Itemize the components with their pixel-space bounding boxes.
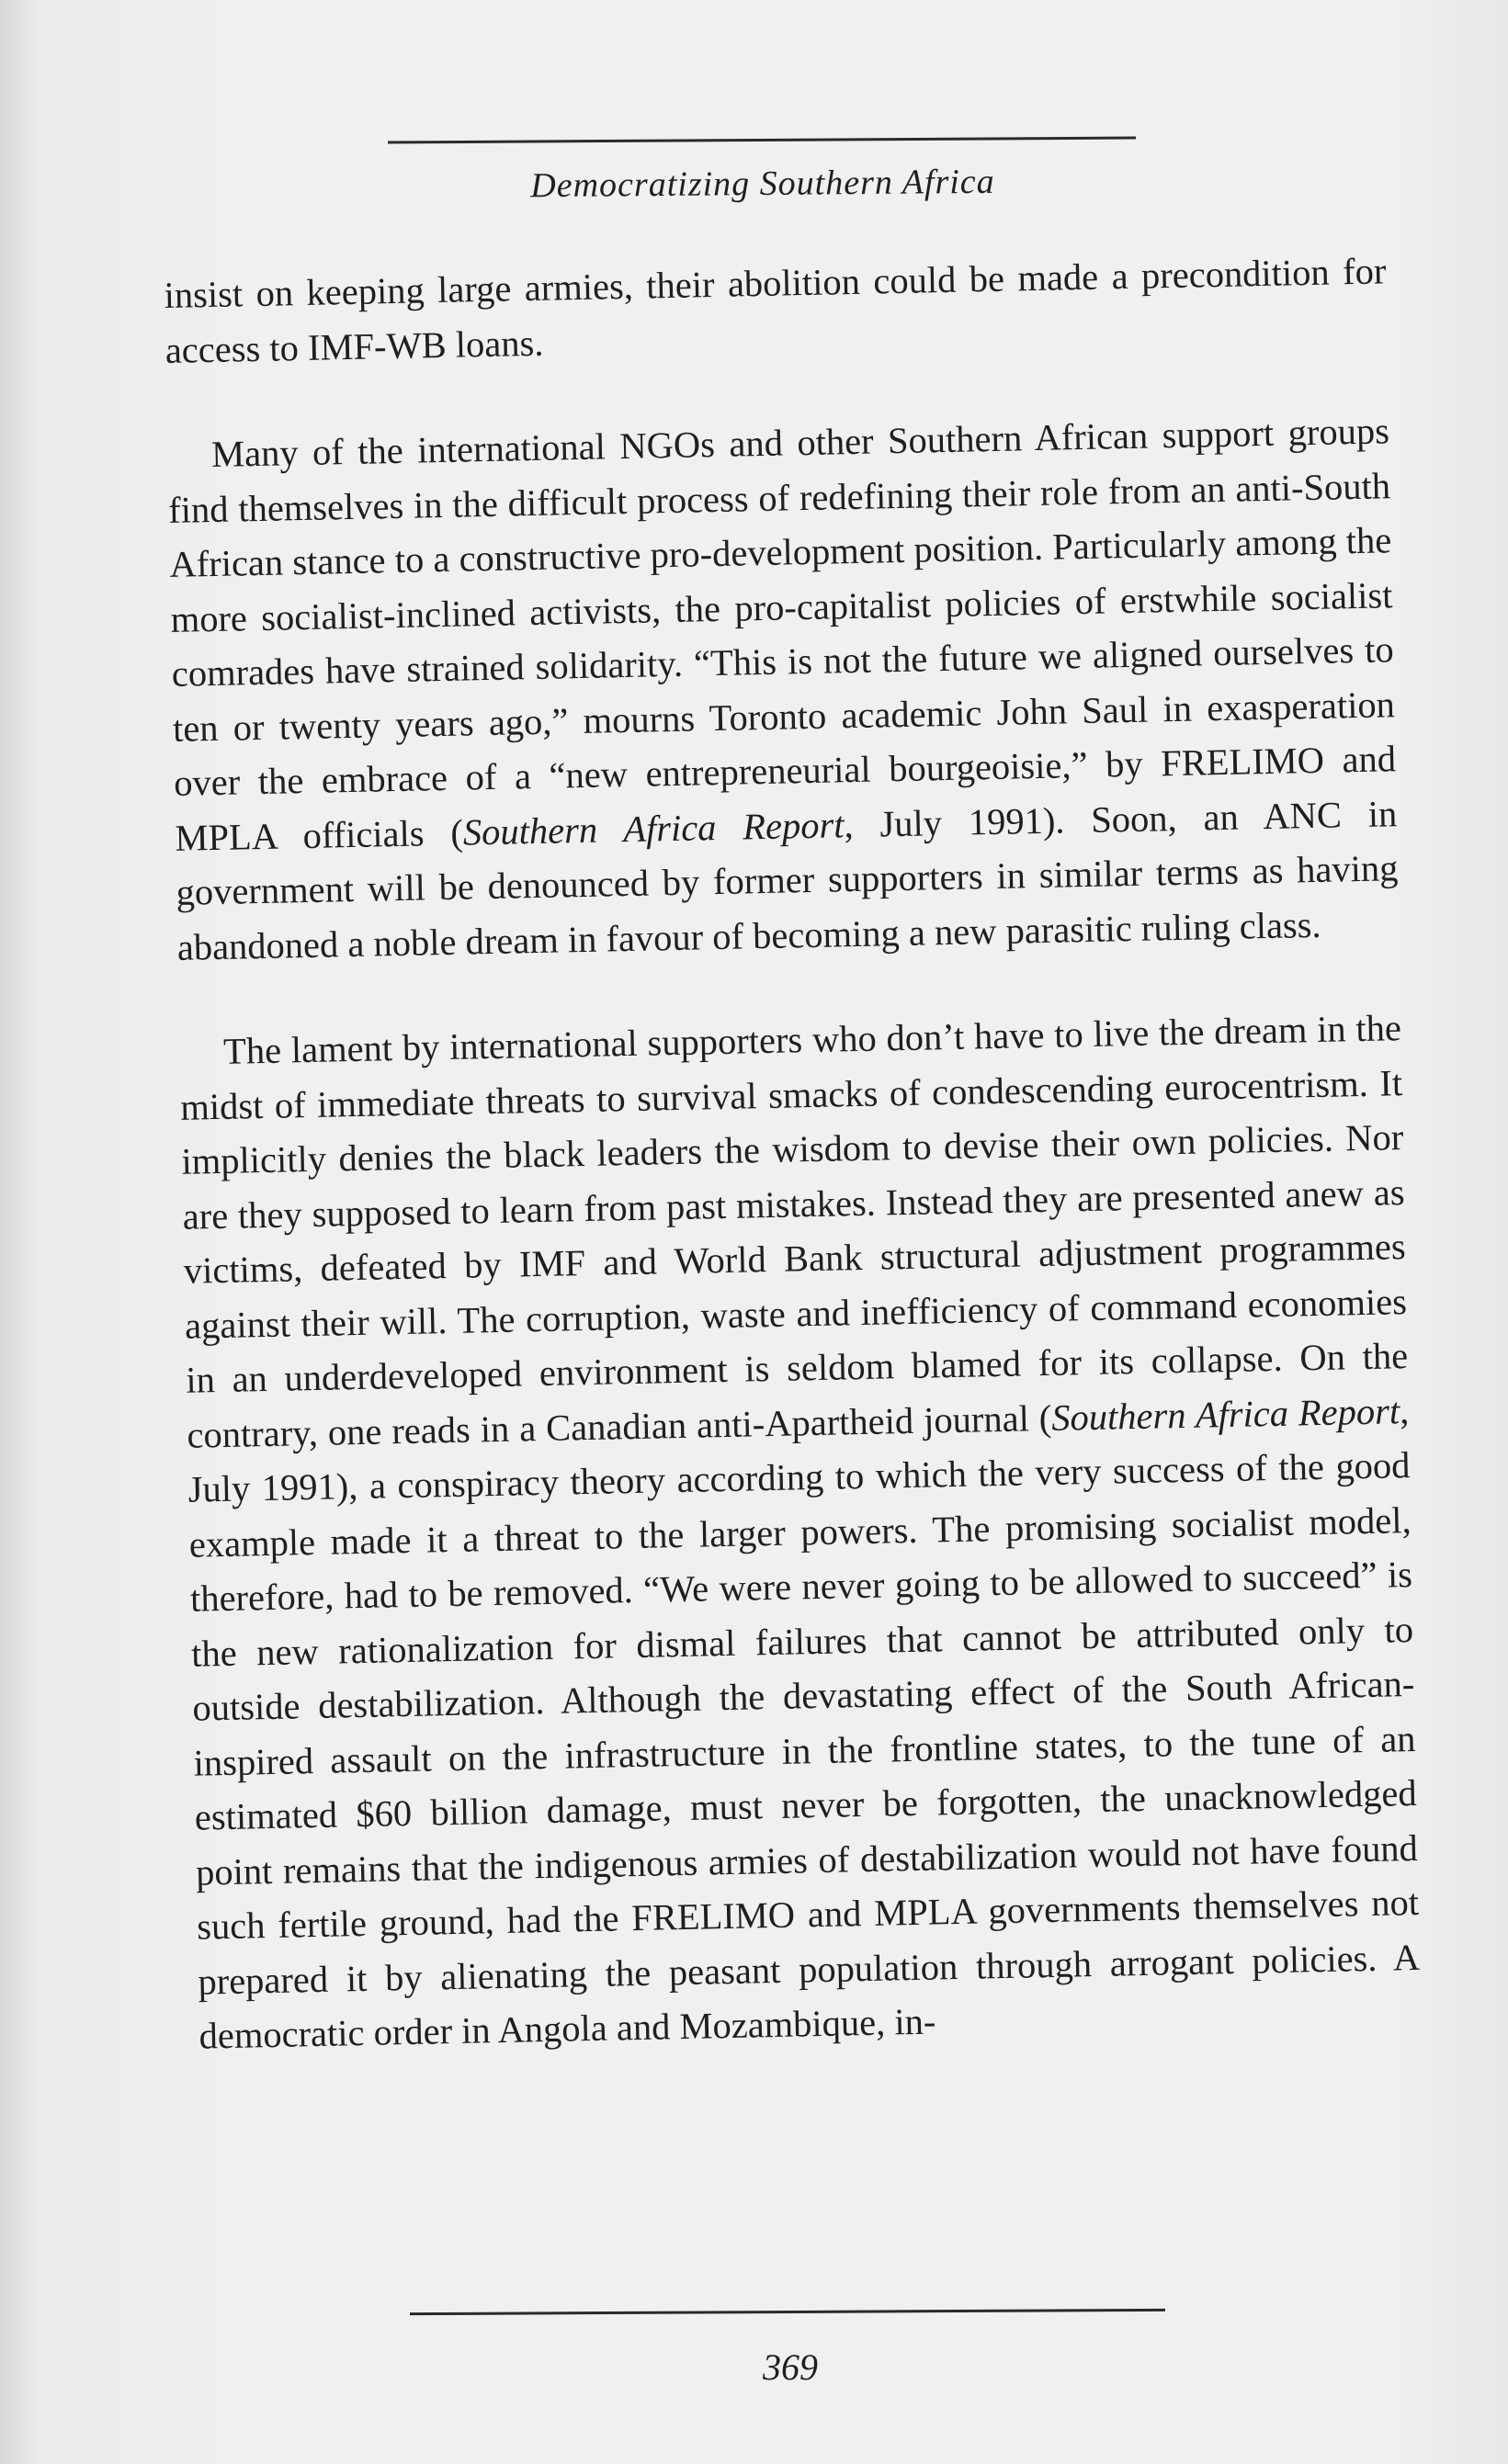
page-number: 369 bbox=[763, 2346, 818, 2388]
paragraph-1: insist on keeping large armies, their abolition could be made a precondition for access to IMF-WB loans. bbox=[164, 250, 1387, 371]
journal-title: Southern Africa Report bbox=[1050, 1389, 1400, 1439]
footer-rule bbox=[410, 2309, 1165, 2315]
paragraph-2: Many of the international NGOs and other Southern African support groups find themselves in the difficult process of redefining their role from an anti-South African stance to a constructive pro-development position. Particularly among the more socialist-inclined activists, the pro-capitalist policies of erstwhile socialist comrades have strained solidarity. “This is not the future we aligned ourselves to ten or twenty years ago,” mourns Toronto academic John Saul in exasperation over the embrace of a “new entrepreneurial bourgeoisie,” by FRELIMO and MPLA officials (Southern Africa Report, July 1991). Soon, an ANC in government will be denounced by former supporters in similar terms as having abandoned a noble dream in favour of becoming a new parasitic ruling class. bbox=[167, 410, 1399, 968]
body-text bbox=[164, 243, 1423, 2114]
journal-title: Southern Africa Report bbox=[462, 803, 845, 853]
header-rule bbox=[388, 137, 1136, 144]
paragraph-3: The lament by international supporters who don’t have to live the dream in the midst of immediate threats to survival smacks of condescending eurocentrism. It implicitly denies the black leaders the wisdom to devise their own policies. Nor are they supposed to learn from past mistakes. Instead they are presented anew as victims, defeated by IMF and World Bank structural adjustment programmes against their will. The corruption, waste and inefficiency of command economies in an underdeveloped environment is seldom blamed for its collapse. On the contrary, one reads in a Canadian anti-Apartheid journal (Southern Africa Report, July 1991), a conspiracy theory according to which the very success of the good example made it a threat to the larger powers. The promising socialist model, therefore, had to be removed. “We were never going to be allowed to succeed” is the new rationalization for dismal failures that cannot be attributed only to outside destabilization. Although the devastating effect of the South African-inspired assault on the infrastructure in the frontline states, to the tune of an estimated $60 billion damage, must never be forgotten, the unacknowledged point remains that the indigenous armies of destabilization would not have found such fertile ground, had the FRELIMO and MPLA governments themselves not prepared it by alienating the peasant population through arrogant policies. A democratic order in Angola and Mozambique, in- bbox=[179, 1007, 1421, 2057]
running-head: Democratizing Southern Africa bbox=[530, 162, 995, 206]
